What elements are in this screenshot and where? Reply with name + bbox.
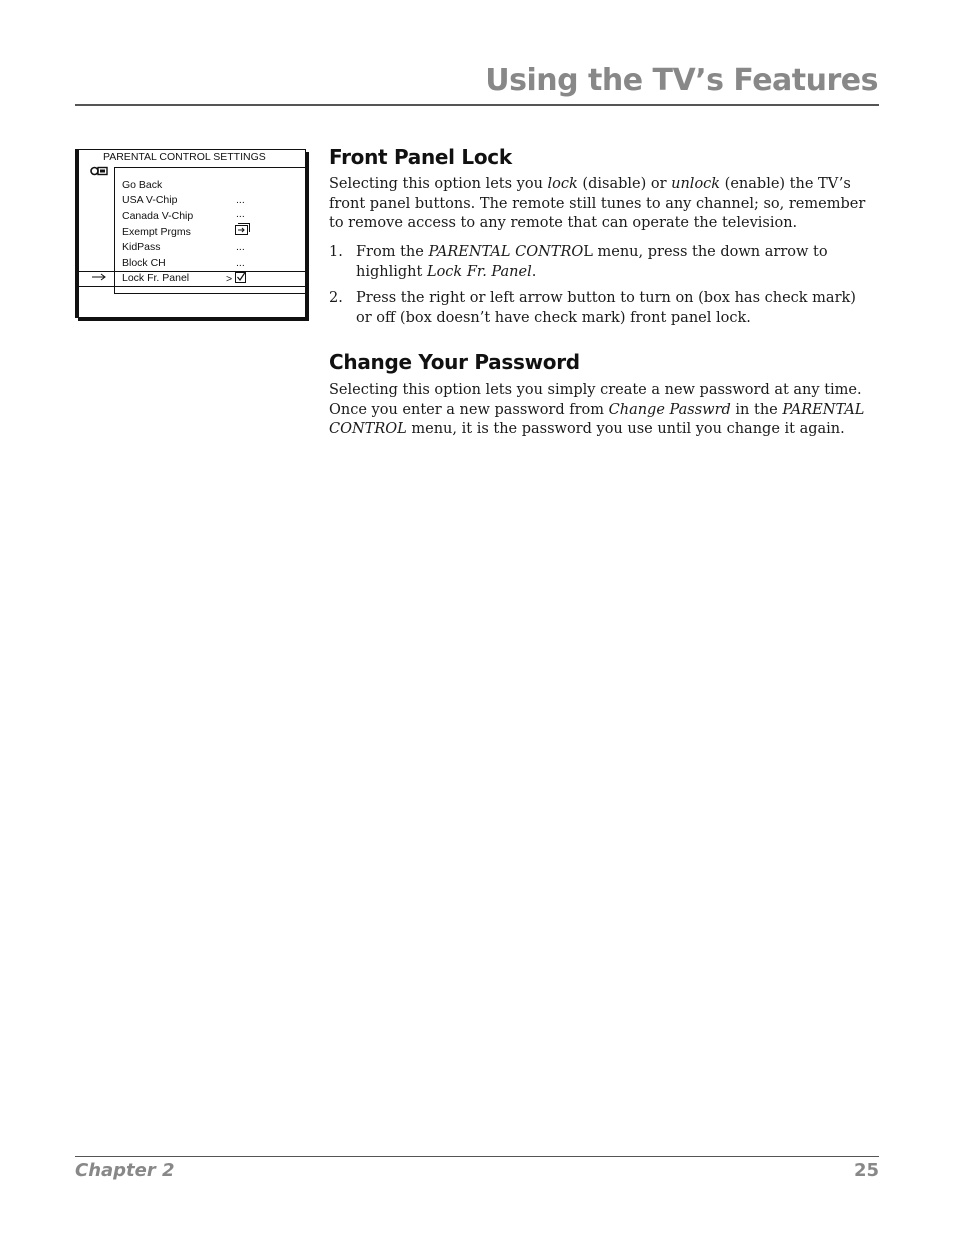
selection-arrow-icon	[91, 272, 107, 282]
body-em-2: PARENTAL CONTROL	[329, 401, 865, 437]
step-1-em-2: Lock Fr. Panel	[426, 263, 532, 280]
menu-value-usa-vchip: ...	[236, 194, 245, 206]
menu-item-exempt-prgms[interactable]: Exempt Prgms	[122, 226, 191, 238]
menu-item-lock-fr-panel[interactable]: Lock Fr. Panel	[122, 272, 190, 284]
body-text-2: in the	[730, 401, 783, 418]
exempt-list-icon	[235, 222, 250, 236]
menu-value-lock-fr-panel	[226, 272, 246, 285]
menu-panel-border	[114, 167, 115, 287]
step-1-text-3: .	[531, 263, 537, 280]
menu-item-kidpass[interactable]: KidPass	[122, 241, 161, 253]
body-em-1: Change Passwrd	[608, 401, 731, 418]
page-title: Using the TV’s Features	[485, 63, 878, 98]
step-text: Press the right or left arrow button to turn on (box has check mark) or off (box doesn’t have check mark) front panel lock.	[356, 290, 856, 326]
title-divider	[75, 104, 879, 106]
change-password-body	[329, 381, 869, 440]
footer-divider	[75, 1156, 879, 1157]
front-panel-lock-intro	[329, 175, 869, 234]
intro-text-3: (enable) the TV’s front panel buttons. The remote still tunes to any channel; so, remember to remove access to any remote that can operate the television.	[329, 176, 866, 231]
intro-em-lock: lock	[547, 176, 578, 192]
menu-divider	[115, 167, 305, 168]
menu-selection-highlight	[79, 271, 305, 287]
parental-control-menu	[75, 149, 306, 318]
step-number: 2.	[329, 290, 343, 306]
menu-item-go-back[interactable]: Go Back	[122, 179, 163, 191]
menu-item-block-ch[interactable]: Block CH	[122, 257, 166, 269]
menu-value-arrow: >	[226, 273, 233, 285]
menu-item-usa-vchip[interactable]: USA V-Chip	[122, 194, 178, 206]
step-number: 1.	[329, 244, 343, 260]
section-heading-change-password: Change Your Password	[329, 350, 580, 374]
intro-text-2: (disable) or	[577, 176, 672, 192]
menu-title: PARENTAL CONTROL SETTINGS	[103, 151, 266, 163]
page-number: 25	[853, 1160, 879, 1181]
menu-value-canada-vchip: ...	[236, 208, 245, 220]
menu-item-canada-vchip[interactable]: Canada V-Chip	[122, 210, 194, 222]
intro-text-1: Selecting this option lets you	[329, 176, 548, 192]
step-1-text-2: L menu, press the down arrow to highlight	[356, 244, 828, 280]
body-text-3: menu, it is the password you use until you change it again.	[406, 421, 845, 437]
step-1-text-1: From the	[356, 244, 429, 260]
key-lock-icon	[90, 166, 108, 176]
step-1	[329, 243, 869, 282]
menu-divider-bottom	[114, 293, 305, 294]
menu-left-border	[76, 150, 79, 318]
footer-chapter: Chapter 2	[75, 1160, 175, 1181]
step-2	[329, 289, 869, 328]
section-heading-front-panel-lock: Front Panel Lock	[329, 145, 512, 169]
step-text	[356, 243, 869, 282]
body-text-1: Selecting this option lets you simply create a new password at any time. Once you enter a new password from	[329, 382, 862, 418]
menu-value-block-ch: ...	[236, 257, 245, 269]
checkbox-checked-icon[interactable]	[235, 272, 246, 283]
menu-value-kidpass: ...	[236, 241, 245, 253]
step-1-em-1: PARENTAL CONTRO	[428, 244, 584, 260]
intro-em-unlock: unlock	[671, 176, 721, 192]
